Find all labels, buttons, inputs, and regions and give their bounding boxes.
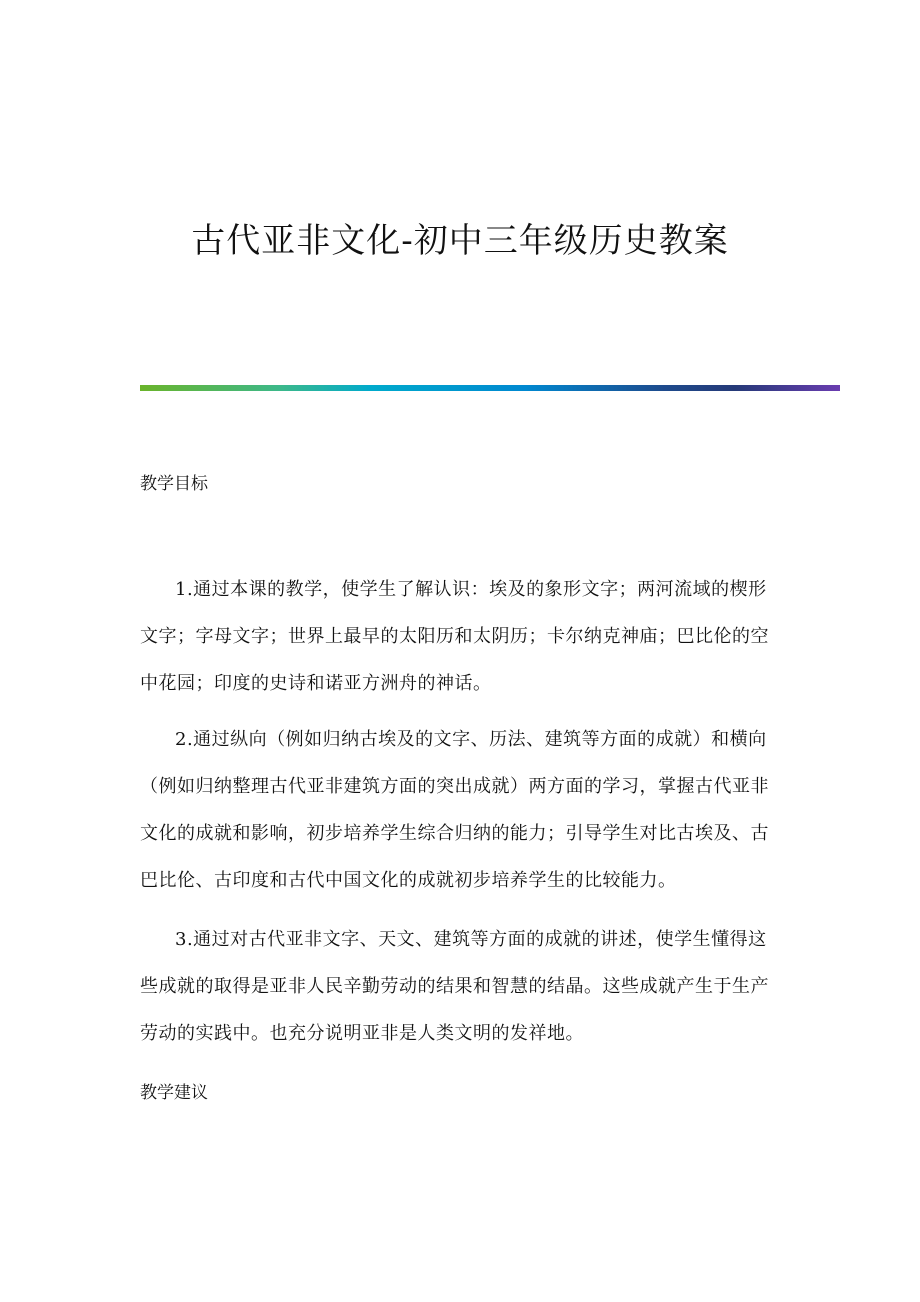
paragraph-line: 文化的成就和影响，初步培养学生综合归纳的能力；引导学生对比古埃及、古	[140, 823, 769, 844]
document-title: 古代亚非文化-初中三年级历史教案	[191, 221, 729, 261]
paragraph-line: 2.通过纵向（例如归纳古埃及的文字、历法、建筑等方面的成就）和横向	[175, 729, 767, 750]
gradient-divider	[140, 385, 840, 391]
paragraph-line: 1.通过本课的教学，使学生了解认识：埃及的象形文字；两河流域的楔形	[175, 579, 767, 600]
paragraph-line: 劳动的实践中。也充分说明亚非是人类文明的发祥地。	[140, 1023, 584, 1044]
paragraph-line: 些成就的取得是亚非人民辛勤劳动的结果和智慧的结晶。这些成就产生于生产	[140, 976, 769, 997]
paragraph-line: 中花园；印度的史诗和诺亚方洲舟的神话。	[140, 673, 492, 694]
paragraph-2	[140, 728, 780, 916]
paragraph-line: 巴比伦、古印度和古代中国文化的成就初步培养学生的比较能力。	[140, 870, 677, 891]
section-heading-suggestions: 教学建议	[140, 1083, 208, 1103]
paragraph-line: 3.通过对古代亚非文字、天文、建筑等方面的成就的讲述，使学生懂得这	[175, 929, 767, 950]
section-heading-objectives: 教学目标	[140, 474, 208, 494]
paragraph-line: （例如归纳整理古代亚非建筑方面的突出成就）两方面的学习，掌握古代亚非	[140, 776, 769, 797]
paragraph-3	[140, 928, 780, 1069]
paragraph-1	[140, 578, 780, 719]
paragraph-line: 文字；字母文字；世界上最早的太阳历和太阴历；卡尔纳克神庙；巴比伦的空	[140, 626, 769, 647]
